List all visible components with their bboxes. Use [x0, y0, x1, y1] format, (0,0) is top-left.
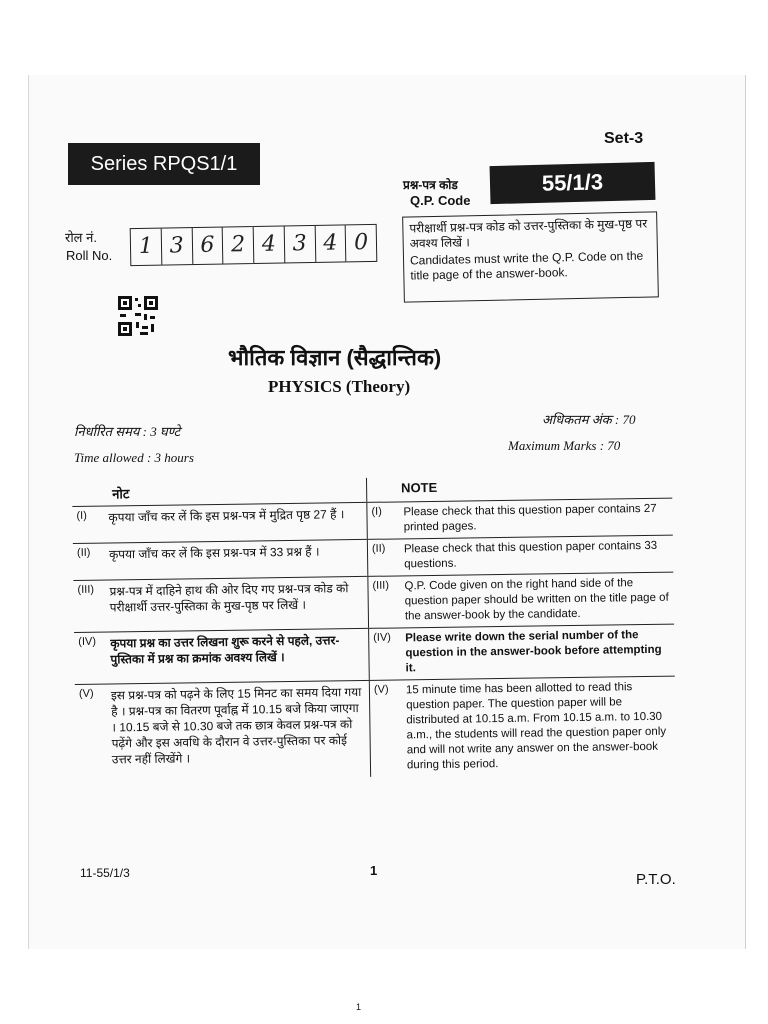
note-text-english: Please check that this question paper contains 27 printed pages.: [403, 502, 657, 534]
note-text-hindi: कृपया जाँच कर लें कि इस प्रश्न-पत्र में मुद्रित पृष्ठ 27 हैं ।: [108, 507, 345, 525]
note-text-hindi: इस प्रश्न-पत्र को पढ़ने के लिए 15 मिनट का समय दिया गया है । प्रश्न-पत्र का वितरण पूर्वाह्न में 10.15 बजे किया जाएगा । 10.15 बजे से 10.30 बजे तक छात्र केवल प्रश्न-पत्र को पढ़ेंगे और इस अवधि के दौरान वे उत्तर-पुस्तिका पर कोई उत्तर नहीं लिखेंगे ।: [110, 684, 362, 767]
roll-label-hindi: रोल नं.: [65, 230, 97, 245]
roll-digit: 1: [131, 229, 162, 266]
note-number: (I): [371, 505, 382, 518]
note-text-english: Please check that this question paper contains 33 questions.: [403, 539, 658, 571]
set-label: Set-3: [604, 130, 644, 147]
qp-code-label: Q.P. Code: [410, 193, 471, 208]
footer-page-number: 1: [370, 863, 378, 878]
note-number: (II): [76, 546, 91, 559]
viewer-page-number: 1: [356, 1002, 362, 1012]
instruction-hindi: परीक्षार्थी प्रश्न-पत्र कोड को उत्तर-पुस्तिका के मुख-पृष्ठ पर अवश्य लिखें ।: [409, 216, 648, 251]
note-number: (IV): [373, 631, 392, 644]
footer-pto: P.T.O.: [636, 871, 676, 888]
table-row: [75, 677, 676, 781]
footer-paper-code: 11-55/1/3: [80, 866, 130, 880]
roll-label: Roll No.: [66, 248, 113, 263]
subject-title-hindi: भौतिक विज्ञान (सैद्धान्तिक): [228, 345, 442, 370]
roll-digit: 4: [315, 225, 346, 262]
roll-digit: 0: [353, 230, 369, 256]
qr-code-icon: [118, 296, 158, 336]
series-label: Series RPQS1/1: [68, 143, 260, 185]
note-text-hindi: प्रश्न-पत्र में दाहिने हाथ की ओर दिए गए प्रश्न-पत्र कोड को परीक्षार्थी उत्तर-पुस्तिका के मुख-पृष्ठ पर लिखें ।: [109, 581, 349, 615]
roll-digit: 3: [161, 228, 192, 265]
maximum-marks: Maximum Marks : 70: [508, 438, 621, 453]
notes-table: [72, 474, 676, 781]
note-number: (V): [373, 683, 389, 696]
qp-code-value: 55/1/3: [490, 162, 656, 204]
note-text-english: 15 minute time has been allotted to read this question paper. The question paper will be distributed at 10.15 a.m. From 10.15 a.m. to 10.30 a.m., the students will read the question paper only and will not write any answer on the answer-book during this period.: [405, 681, 667, 772]
roll-number-boxes: [130, 224, 378, 266]
time-allowed-hindi: निर्धारित समय : 3 घण्टे: [74, 424, 181, 439]
roll-digit: 2: [223, 227, 254, 264]
note-text-english: Please write down the serial number of the question in the answer-book before attempting it.: [405, 629, 662, 675]
subject-title: PHYSICS (Theory): [268, 377, 411, 396]
notes-header-hindi: नोट: [112, 486, 130, 502]
roll-digit: 4: [254, 226, 285, 263]
qp-code-label-hindi: प्रश्न-पत्र कोड: [403, 178, 458, 192]
roll-digit: 6: [192, 228, 223, 265]
note-number: (III): [372, 579, 390, 592]
note-number: (I): [76, 509, 87, 522]
time-allowed: Time allowed : 3 hours: [74, 450, 194, 465]
notes-header: NOTE: [401, 479, 438, 496]
instruction-english: Candidates must write the Q.P. Code on the title page of the answer-book.: [409, 248, 644, 283]
roll-digit: 3: [284, 226, 315, 263]
maximum-marks-hindi: अधिकतम अंक : 70: [542, 412, 636, 427]
note-number: (III): [77, 583, 95, 596]
table-row: [73, 573, 674, 633]
note-number: (V): [78, 687, 94, 700]
qp-code-instruction-box: [402, 211, 659, 302]
note-number: (II): [371, 542, 386, 555]
table-row: [74, 625, 675, 685]
note-number: (IV): [78, 635, 97, 648]
note-text-hindi: कृपया जाँच कर लें कि इस प्रश्न-पत्र में 33 प्रश्न हैं ।: [108, 544, 320, 562]
note-text-hindi: कृपया प्रश्न का उत्तर लिखना शुरू करने से पहले, उत्तर-पुस्तिका में प्रश्न का क्रमांक अवश्य लिखें ।: [110, 633, 340, 667]
note-text-english: Q.P. Code given on the right hand side of the question paper should be written on the title page of the answer-book by the candidate.: [404, 577, 669, 623]
